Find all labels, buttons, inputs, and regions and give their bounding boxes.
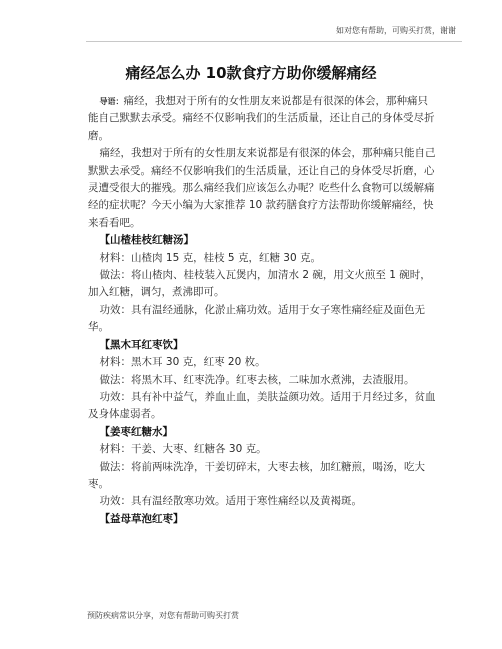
section-effect-hawthorn: 功效：具有温经通脉，化淤止痛功效。适用于女子寒性痛经症及面色无华。 [88, 303, 426, 334]
section-method-black-fungus: 做法：将黑木耳、红枣洗净。红枣去核，二味加水煮沸，去渣服用。 [99, 373, 415, 386]
section-heading-hawthorn: 【山楂桂枝红糖汤】 [99, 234, 195, 247]
section-materials-hawthorn: 材料：山楂肉 15 克，桂枝 5 克，红糖 30 克。 [99, 251, 321, 264]
document-title: 痛经怎么办 10款食疗方助你缓解痛经 [125, 64, 377, 82]
header-note: 如对您有帮助，可购买打赏，谢谢 [336, 26, 456, 35]
intro-text: 痛经，我想对于所有的女性朋友来说都是有很深的体会，那种痛只能自己默默去承受。痛经不仅影响我们的生活质量，还让自己的身体受尽折磨。 [88, 95, 435, 142]
document-body [88, 93, 438, 528]
section-effect-ginger-date: 功效：具有温经散寒功效。适用于寒性痛经以及黄褐斑。 [99, 495, 363, 508]
section-heading-motherwort: 【益母草泡红枣】 [99, 512, 184, 525]
header-divider [86, 41, 462, 42]
section-method-ginger-date: 做法：将前两味洗净，干姜切碎末，大枣去核，加红糖煎，喝汤，吃大枣。 [88, 460, 426, 490]
section-method-hawthorn: 做法：将山楂肉、桂枝装入瓦煲内，加清水 2 碗，用文火煎至 1 碗时，加入红糖，调匀，煮沸即可。 [88, 269, 431, 299]
body-paragraph: 痛经，我想对于所有的女性朋友来说都是有很深的体会，那种痛只能自己默默去承受。痛经不仅影响我们的生活质量，还让自己的身体受尽折磨，心灵遭受很大的摧残。那么痛经我们应该怎么办呢？吃些什么食物可以缓解痛经的症状呢？今天小编为大家推荐 10 款药膳食疗方法帮助你缓解痛经，快来看看吧。 [88, 147, 436, 229]
section-materials-black-fungus: 材料：黑木耳 30 克，红枣 20 枚。 [99, 356, 266, 369]
section-heading-black-fungus: 【黑木耳红枣饮】 [99, 338, 184, 351]
section-effect-black-fungus: 功效：具有补中益气，养血止血，美肤益颜功效。适用于月经过多，贫血及身体虚弱者。 [88, 390, 436, 421]
intro-paragraph [88, 93, 438, 145]
intro-label: 导语： [99, 97, 124, 106]
footer-note: 预防疾病常识分享，对您有帮助可购买打赏 [87, 611, 239, 620]
section-materials-ginger-date: 材料：干姜、大枣、红糖各 30 克。 [99, 443, 267, 456]
section-heading-ginger-date: 【姜枣红糖水】 [99, 425, 174, 438]
